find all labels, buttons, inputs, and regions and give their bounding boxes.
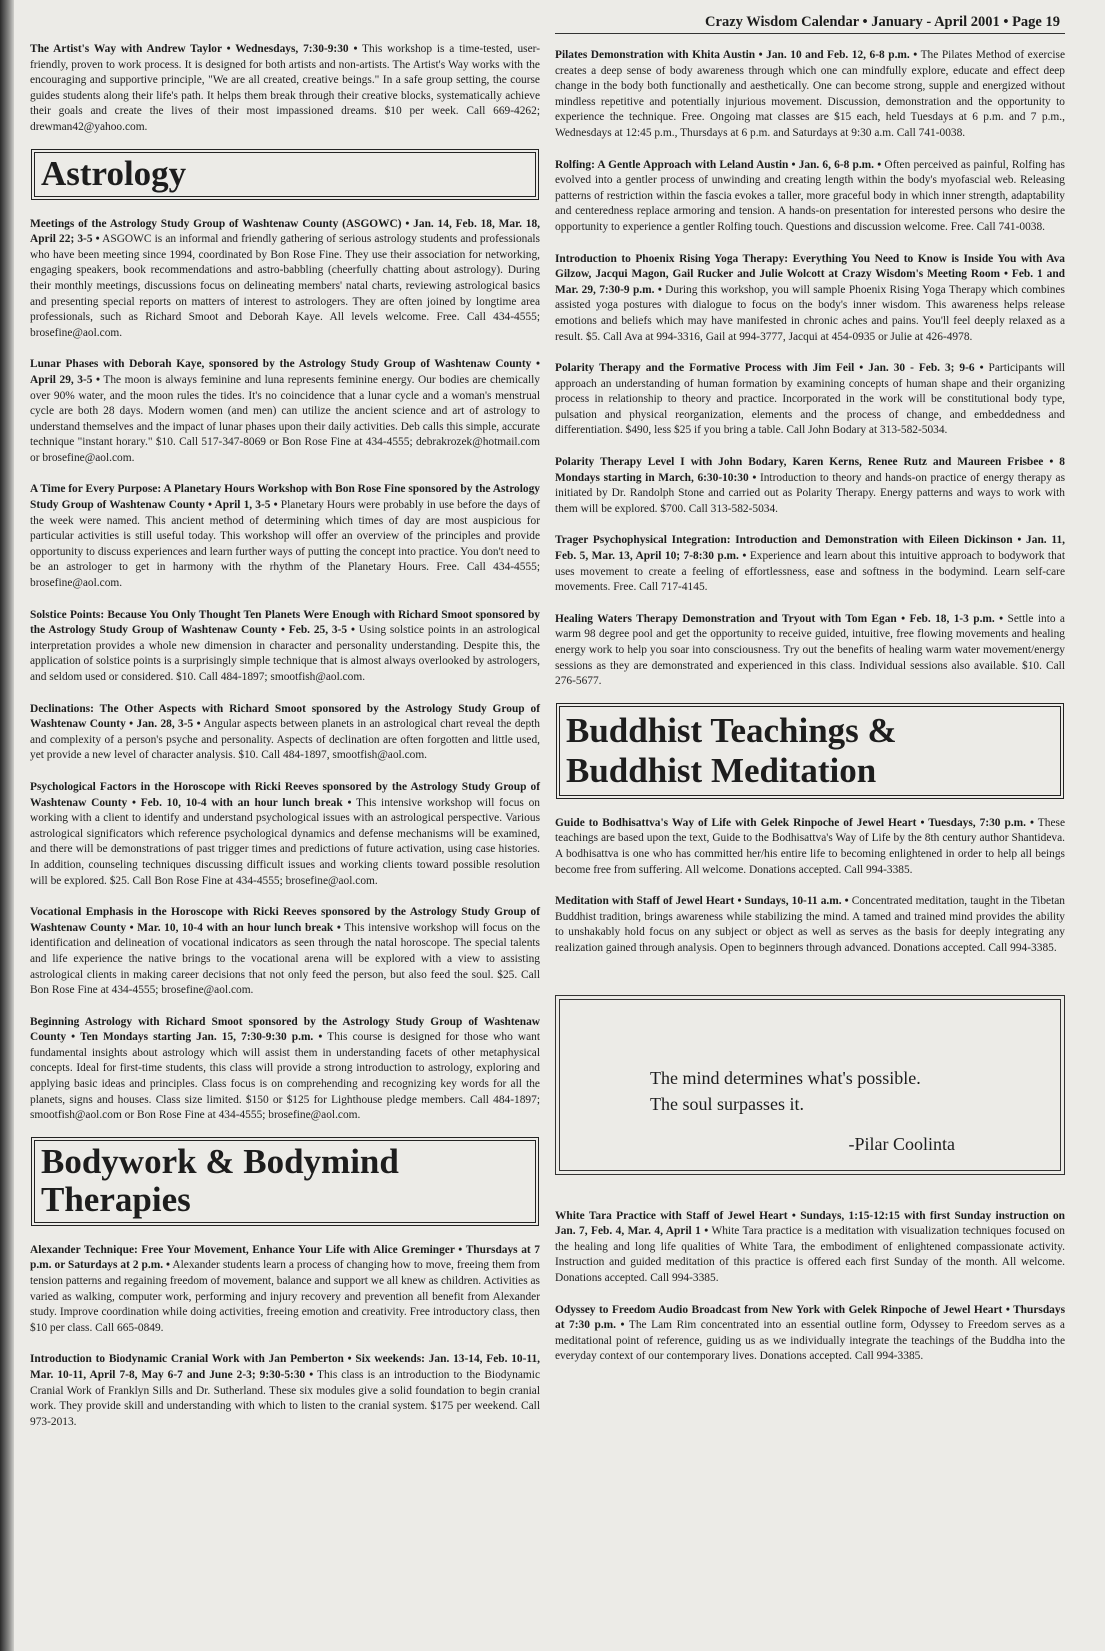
section-heading-buddhist	[559, 706, 1061, 796]
event-title: Declinations: The Other Aspects with Richard Smoot sponsored by the Astrology Study Group of Washtenaw County • Jan. 28, 3-5 •	[30, 702, 540, 731]
event-description: The moon is always feminine and luna represents feminine energy. Our bodies are chemically over 90% water, and the moon rules the tides. It's no coincidence that a lunar cycle and a woman's menstrual cycle are both 28 days. Modern women (and men) can utilize the ancient science and art of astrology to understand themselves and the impact of lunar phases upon their daily activities. Deb calls this simple, accurate technique "instant horary." $10. Call 517-347-8069 or Bon Rose Fine at 434-4555; debrakrozek@hotmail.com or brosefine@aol.com.	[30, 373, 540, 464]
event-title: Alexander Technique: Free Your Movement, Enhance Your Life with Alice Greminger • Thursdays at 7 p.m. or Saturdays at 2 p.m. •	[30, 1243, 540, 1272]
event-description: The Lam Rim concentrated into an essential outline form, Odyssey to Freedom serves as a meditational point of reference, guiding us as we individually integrate the teachings of the Buddha into the everyday context of our contemporary lives. Donations accepted. Call 994-3385.	[555, 1319, 1065, 1363]
event-listing	[555, 158, 1065, 236]
event-description: This workshop is a time-tested, user-friendly, proven to work process. It is designed for both artists and non-artists. The Artist's Way works with the encouraging and supportive principle, "We are all created, creative beings." In a safe group setting, the course guides students along their life's path. It helps them break through their creative blocks, systematically achieve their goals and create the lives of their most impassioned dreams. $10 per week. Call 669-4262; drewman42@yahoo.com.	[30, 43, 540, 133]
event-title: Solstice Points: Because You Only Thought Ten Planets Were Enough with Richard Smoot sponsored by the Astrology Study Group of Washtenaw County • Feb. 25, 3-5 •	[30, 608, 540, 637]
header-rule	[555, 33, 1065, 34]
event-title: Polarity Therapy and the Formative Process with Jim Feil • Jan. 30 - Feb. 3; 9-6 •	[555, 362, 984, 375]
event-listing	[30, 1015, 540, 1124]
event-title: Polarity Therapy Level I with John Bodary, Karen Kerns, Renee Rutz and Maureen Frisbee • 8 Mondays starting in March, 6:30-10:30 •	[555, 456, 1065, 484]
event-listing	[30, 608, 540, 686]
event-listing	[555, 1303, 1065, 1365]
page-binding-edge	[0, 0, 14, 1651]
event-title: Introduction to Biodynamic Cranial Work with Jan Pemberton • Six weekends: Jan. 13-14, Feb. 10-11, Mar. 10-11, April 7-8, May 6-7 and June 2-3; 9:30-5:30 •	[30, 1353, 540, 1381]
quote-line: The mind determines what's possible.	[650, 1067, 921, 1088]
event-title: A Time for Every Purpose: A Planetary Hours Workshop with Bon Rose Fine sponsored by the Astrology Study Group of Washtenaw County • April 1, 3-5 •	[30, 483, 540, 512]
event-description: This course is designed for those who want fundamental insights about astrology which will assist them in understanding facets of other metaphysical concepts. Ideal for first-time students, this class will provide a strong introduction to astrology, exploring and applying basic ideas and principles. Class focus is on comprehending and recognizing key words for all the planets, signs and houses. Class size limited. $150 or $125 for Lighthouse pledge members. Call 484-1897; smootfish@aol.com or Bon Rose Fine at 434-4555; brosefine@aol.com.	[30, 1031, 540, 1122]
event-title: Psychological Factors in the Horoscope with Ricki Reeves sponsored by the Astrology Study Group of Washtenaw County • Feb. 10, 10-4 with an hour lunch break •	[30, 780, 540, 809]
event-title: Lunar Phases with Deborah Kaye, sponsored by the Astrology Study Group of Washtenaw County • April 29, 3-5 •	[30, 358, 540, 386]
event-listing	[555, 1209, 1065, 1287]
event-listing	[555, 612, 1065, 690]
section-heading-line: Buddhist Meditation	[566, 750, 877, 790]
event-title: Pilates Demonstration with Khita Austin • Jan. 10 and Feb. 12, 6-8 p.m. •	[555, 49, 918, 61]
quote-box	[559, 999, 1061, 1171]
event-title: Meetings of the Astrology Study Group of Washtenaw County (ASGOWC) • Jan. 14, Feb. 18, Mar. 18, April 22; 3-5 •	[30, 217, 540, 246]
event-listing	[30, 217, 540, 342]
event-title: The Artist's Way with Andrew Taylor • Wednesdays, 7:30-9:30 •	[30, 43, 358, 55]
event-listing	[30, 1243, 540, 1337]
event-listing	[30, 482, 540, 591]
event-listing	[555, 533, 1065, 595]
event-description: Concentrated meditation, taught in the Tibetan Buddhist tradition, brings awareness while stabilizing the mind. A tamed and trained mind provides the ability to unshakably hold focus on any subject or object as well as serves as the basis for deeply integrating any realization gained through analysis. Open to beginners through advanced. Donations accepted. Call 994-3385.	[555, 895, 1065, 954]
event-description: Settle into a warm 98 degree pool and get the opportunity to receive guided, intuitive, free flowing movements and healing energy work to help you soar into consciousness. Try out the benefits of healing warm water movement/energy sessions as they are demonstrated and experienced in this class. Individual sessions also available. $10. Call 276-5677.	[555, 612, 1065, 688]
event-listing	[30, 780, 540, 889]
event-title: Introduction to Phoenix Rising Yoga Therapy: Everything You Need to Know is Inside You with Ava Gilzow, Jacqui Magon, Gail Rucker and Julie Wolcott at Crazy Wisdom's Meeting Room • Feb. 1 and Mar. 29, 7:30-9 p.m. •	[555, 252, 1065, 296]
event-description: Planetary Hours were probably in use before the days of the week were named. This ancient method of determining which times of day are most auspicious for particular activities is still useful today. This workshop will offer an overview of the principles and provide opportunity to discuss experiences and learn further ways of putting the concept into practice. You don't need to be an astrologer to get in harmony with the rhythm of the Planetary Hours. Free. Call 434-4555; brosefine@aol.com.	[30, 499, 540, 590]
event-title: Odyssey to Freedom Audio Broadcast from New York with Gelek Rinpoche of Jewel Heart • Thursdays at 7:30 p.m. •	[555, 1303, 1065, 1332]
event-description: Angular aspects between planets in an astrological chart reveal the depth and complexity of a person's psyche and personality. Aspects of declination are often forgotten and little used, yet provide a new level of character analysis. $10. Call 484-1897, smootfish@aol.com.	[30, 718, 540, 762]
event-description: This intensive workshop will focus on working with a client to identify and understand psychological issues with an astrological perspective. Various astrological significators which reference psychological dynamics and defense mechanisms will be examined, and there will be demonstrations of past trigger times and predictions of future activation, using case histories. In addition, counseling techniques discussing difficult issues and working clients toward possible resolution will be explored. $25. Call Bon Rose Fine at 434-4555; brosefine@aol.com.	[30, 796, 540, 887]
section-heading-line: Buddhist Teachings &	[566, 710, 897, 750]
event-listing	[555, 48, 1065, 142]
event-listing	[555, 252, 1065, 346]
event-listing	[30, 702, 540, 764]
event-listing	[555, 894, 1065, 956]
event-title: Guide to Bodhisattva's Way of Life with Gelek Rinpoche of Jewel Heart • Tuesdays, 7:30 p.m. •	[555, 816, 1035, 829]
event-title: Beginning Astrology with Richard Smoot sponsored by the Astrology Study Group of Washtenaw County • Ten Mondays starting Jan. 15, 7:30-9:30 p.m. •	[30, 1015, 540, 1044]
event-listing	[555, 816, 1065, 878]
event-listing	[30, 905, 540, 999]
quote-line: The soul surpasses it.	[650, 1093, 804, 1114]
event-listing	[30, 357, 540, 466]
event-description: During this workshop, you will sample Phoenix Rising Yoga Therapy which combines assisted yoga postures with dialogue to focus on the body's inner wisdom. This awareness helps release emotions and beliefs which may have manifested in chronic aches and pains. You'll feel deeply relaxed as a result. $5. Call Ava at 994-3316, Gail at 994-3777, Jacqui at 454-0935 or Julie at 426-4978.	[555, 283, 1065, 343]
event-description: ASGOWC is an informal and friendly gathering of serious astrology students and professionals who have been meeting since 1994, coordinated by Bon Rose Fine. They use their association for networking, engaging speakers, book recommendations and astro-babbling (cheerfully chatting about astrology). During their monthly meetings, discussions focus on delineating members' natal charts, reviewing astrological basics and presenting special reports on matters of interest to astrologers. They are often joined by longtime area professionals, such as Richard Smoot and Deborah Kaye. All levels welcome. Free. Call 434-4555; brosefine@aol.com.	[30, 233, 540, 339]
left-column	[30, 42, 540, 1446]
event-title: Trager Psychophysical Integration: Introduction and Demonstration with Eileen Dickinson • Jan. 11, Feb. 5, Mar. 13, April 10; 7-8:30 p.m. •	[555, 534, 1065, 563]
event-title: Vocational Emphasis in the Horoscope with Ricki Reeves sponsored by the Astrology Study Group of Washtenaw County • Mar. 10, 10-4 with an hour lunch break •	[30, 906, 540, 934]
event-description: This class is an introduction to the Biodynamic Cranial Work of Franklyn Sills and Dr. Sutherland. These six modules give a solid foundation to begin cranial work. They provide skill and understanding with which to listen to the cranial system. $175 per weekend. Call 973-2013.	[30, 1369, 540, 1428]
quote-attribution: -Pilar Coolinta	[848, 1133, 955, 1154]
page-header: Crazy Wisdom Calendar • January - April 2001 • Page 19	[705, 14, 1060, 30]
section-heading-astrology: Astrology	[34, 152, 536, 197]
event-title: Rolfing: A Gentle Approach with Leland Austin • Jan. 6, 6-8 p.m. •	[555, 158, 882, 171]
event-title: Healing Waters Therapy Demonstration and Tryout with Tom Egan • Feb. 18, 1-3 p.m. •	[555, 612, 1004, 625]
section-heading-bodywork: Bodywork & Bodymind Therapies	[34, 1140, 536, 1223]
event-listing	[30, 42, 540, 136]
event-listing	[555, 455, 1065, 517]
event-description: Using solstice points in an astrological interpretation provides a whole new dimension in character and personality understanding. Despite this, the application of solstice points is a surprisingly simple technique that is almost always overlooked by astrologers, and seldom used or considered. $10. Call 484-1897; smootfish@aol.com.	[30, 624, 540, 683]
event-description: Often perceived as painful, Rolfing has evolved into a gentler process of unwinding and creating length within the body's myofascial web. Releasing patterns of restriction within the fascia evokes a taller, more graceful body in which inner strength, adaptability and centeredness replace armoring and tension. A hands-on presentation for interested persons who desire the opportunity to experience a gentler Rolfing touch. Questions and discussion welcome. Free. Call 741-0038.	[555, 158, 1065, 233]
event-description: Introduction to theory and hands-on practice of energy therapy as initiated by Dr. Randolph Stone and carried out as Polarity Therapy. Energy patterns and ways to work with them will be explored. $700. Call 313-582-5034.	[555, 471, 1065, 515]
event-listing	[30, 1352, 540, 1430]
event-description: The Pilates Method of exercise creates a deep sense of body awareness through which one can mindfully explore, educate and effect deep change in the body both functionally and aesthetically. One can become strong, supple and energized without mindless repetitive and potentially injurious movement. Discussion, demonstration and the opportunity to experience the technique. Free. Ongoing mat classes are $15 each, held Tuesdays at 6 p.m. and 7 p.m., Wednesdays at 12:45 p.m., Thursdays at 6 p.m. and Saturdays at 9:30 a.m. Call 741-0038.	[555, 49, 1065, 139]
event-description: These teachings are based upon the text, Guide to the Bodhisattva's Way of Life by the 8th century author Shantideva. A bodhisattva is one who has committed her/his entire life to becoming enlightened in order to help all beings become free from suffering. All welcome. Donations accepted. Call 994-3385.	[555, 816, 1066, 876]
event-title: Meditation with Staff of Jewel Heart • Sundays, 10-11 a.m. •	[555, 895, 849, 908]
event-title: White Tara Practice with Staff of Jewel Heart • Sundays, 1:15-12:15 with first Sunday instruction on Jan. 7, Feb. 4, Mar. 4, April 1 •	[555, 1209, 1065, 1238]
right-column	[555, 48, 1065, 1381]
event-description: Alexander students learn a process of changing how to move, freeing them from tension patterns and regaining freedom of movement, balance and support we all knew as children. Activities as varied as walking, computer work, performing and injury recovery and prevention all benefit from Alexander study. Improve coordination while doing activities, freeing emotion and creativity. Free introductory class, then $10 per class. Call 665-0849.	[30, 1259, 541, 1334]
event-listing	[555, 361, 1065, 439]
event-description: This intensive workshop will focus on the identification and delineation of vocational indicators as seen through the natal horoscope. The special talents and life experience the native brings to the vocational arena will be explored with a view to assisting astrological clients in making career decisions that not only feed the person, but also feed the soul. $25. Call Bon Rose Fine at 434-4555; brosefine@aol.com.	[30, 921, 541, 997]
event-description: White Tara practice is a meditation with visualization techniques focused on the healing and long life qualities of White Tara, the embodiment of enlightened compassionate activity. Instruction and guided meditation of this practice is offered each first Sunday of the month. All welcome. Donations accepted. Call 994-3385.	[555, 1225, 1065, 1284]
event-description: Experience and learn about this intuitive approach to bodywork that uses movement to create a feeling of effortlessness, ease and softness in the bodymind. Learn self-care movements. Free. Call 717-4145.	[555, 550, 1066, 594]
event-description: Participants will approach an understanding of human formation by examining concepts of human shape and their organizing process in relationship to theory and practice. Incorporated in the work will be constitutional body type, pulsation and physical reorganization, elements and the process of change, and embeddedness and differentiation. $490, less $25 if you bring a table. Call John Bodary at 313-582-5034.	[555, 362, 1065, 437]
